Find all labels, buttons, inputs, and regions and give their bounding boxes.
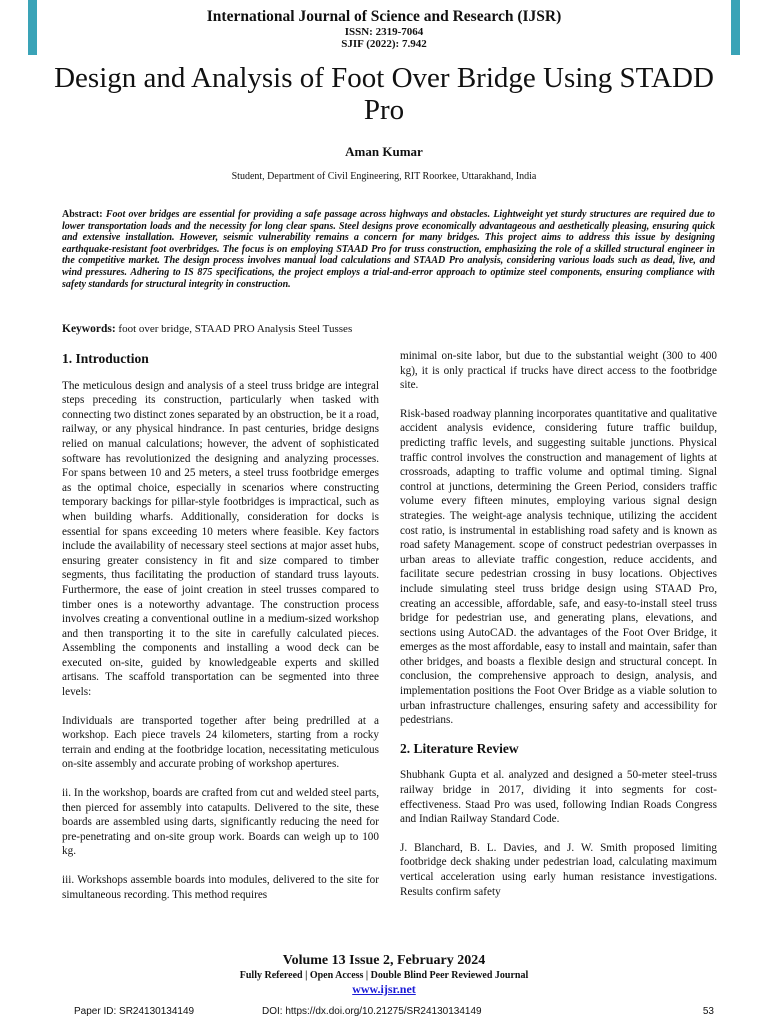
paragraph: minimal on-site labor, but due to the substantial weight (300 to 400 kg), it is only practical if trucks have direct access to the footbridge site. — [400, 350, 717, 392]
keywords — [62, 323, 715, 335]
author-name: Aman Kumar — [345, 144, 423, 159]
refereed-note: Fully Refereed | Open Access | Double Blind Peer Reviewed Journal — [239, 970, 529, 981]
left-column — [62, 350, 379, 916]
volume-issue: Volume 13 Issue 2, February 2024 — [282, 953, 486, 968]
abstract — [62, 209, 715, 290]
paragraph: Individuals are transported together after being predrilled at a workshop. Each piece travels 24 kilometers, starting from a rocky terrain and ending at the footbridge location, necessitating meticulous on-site assembly and accurate probing of workshop apertures. — [62, 714, 379, 771]
keywords-label: Keywords: — [62, 323, 116, 335]
page-number: 53 — [702, 1006, 714, 1017]
journal-header — [0, 8, 768, 50]
paragraph: J. Blanchard, B. L. Davies, and J. W. Smith proposed limiting footbridge deck shaking under pedestrian load, calculating maximum vertical acceleration using early human resistance investigations. Results confirm safety — [400, 841, 717, 898]
keywords-text: foot over bridge, STAAD PRO Analysis Steel Tusses — [118, 323, 353, 335]
journal-name: International Journal of Science and Research (IJSR) — [206, 8, 562, 25]
paragraph: The meticulous design and analysis of a steel truss bridge are integral steps preceding its construction, particularly when tasked with connecting two distinct zones separated by an obstruction, be it a road, railway, or any physical hindrance. In past centuries, bridge designs relied on manual calculations; however, the advent of sophisticated software has revolutionized the designing and analyzing processes. For spans between 10 and 25 meters, a steel truss footbridge emerges as the optimal choice, especially in scenarios where constructing temporary backings for pillar-style footbridges is impractical, such as when building wharfs. Additionally, consideration for docks is essential for spans exceeding 10 meters where feasible. Key factors include the availability of necessary steel sections at major asset hubs, ensuring greater consistency in fit and size compared to timber segments, thus facilitating the production of standard truss layouts. Furthermore, the ease of joint creation in steel trusses compared to timber ones is a noteworthy advantage. The construction process involves creating a conventional outline in a medium-sized workshop and then transporting it to the site in carefully calculated pieces. Assembling the components and installing a wood deck can be executed on-site, guided by knowledgeable experts and skilled artisans. The scaffold transportation can be segmented into three levels: — [62, 379, 379, 699]
journal-footer — [0, 952, 768, 996]
journal-link[interactable]: www.ijsr.net — [352, 982, 416, 996]
paragraph: Shubhank Gupta et al. analyzed and designed a 50-meter steel-truss railway bridge in 2017, dividing it into segments for cost-effectiveness. Staad Pro was used, following Indian Roads Congress and Indian Railway Standard Code. — [400, 769, 717, 826]
paragraph: Risk-based roadway planning incorporates quantitative and qualitative accident analysis evidence, considering future traffic buildup, predicting traffic levels, and suggesting suitable junctions. Physical traffic control involves the construction and management of lights at crossroads, adapting to traffic volume and optimal timing. Signal control at junctions, determining the Green Period, considers traffic volume every fifteen minutes, employing various signal design strategies. The weight-age analysis technique, utilizing the accident cost ratio, is instrumental in establishing road safety and is known as road safety Management. scope of construct pedestrian overpasses in urban areas to alleviate traffic congestion, reduce accidents, and facilitate secure pedestrian crossing in busy locations. Objectives include simulating steel truss bridge design using STAAD Pro, creating an accessible, affordable, safe, and easy-to-install steel truss bridge for pedestrian use, and generating plans, elevations, and sections using AutoCAD. the advantages of the Foot Over Bridge, it emerges as the most affordable, easy to install and maintain, safer than other bridges, and boasts a flexible design and structural concept. In conclusion, the comprehensive approach to design, analysis, and implementation positions the Foot Over Bridge as a viable solution to urban infrastructure challenges, ensuring safety and accessibility for pedestrians. — [400, 407, 717, 727]
issn: ISSN: 2319-7064 — [344, 26, 424, 38]
abstract-text: Foot over bridges are essential for providing a safe passage across highways and obstacles. Lightweight yet sturdy structures are required due to lower transportation loads and the necessity for long clear spans. Steel designs prove economically advantageous and aesthetically pleasing, ensuring quick and extensive installation. However, seismic vulnerability remains a concern for many bridges. This project aims to address this issue by designing earthquake-resistant foot overbridges. The focus is on employing STAAD Pro for truss construction, emphasizing the role of a skilled structural engineer in the competitive market. The design process involves manual load calculations and STAAD Pro analysis, considering various loads such as dead, live, and wind pressures. Adhering to IS 875 specifications, the project employs a trial-and-error approach to optimize steel components, ensuring compliance with safety standards for structural integrity in construction. — [62, 209, 716, 290]
paper-id: Paper ID: SR24130134149 — [74, 1006, 195, 1017]
author-affiliation: Student, Department of Civil Engineering, RIT Roorkee, Uttarakhand, India — [231, 171, 537, 182]
paper-title: Design and Analysis of Foot Over Bridge Using STADD Pro — [54, 62, 714, 126]
doi: DOI: https://dx.doi.org/10.21275/SR24130134149 — [262, 1006, 482, 1017]
section-heading-introduction: 1. Introduction — [62, 351, 149, 366]
paragraph: ii. In the workshop, boards are crafted from cut and welded steel parts, then pierced for assembly into catapults. Delivered to the site, these boards are assembled using darts, significantly reducing the need for pre-penetrating and on-site group work. Boards can weigh up to 100 kg. — [62, 787, 379, 858]
sjif: SJIF (2022): 7.942 — [341, 38, 427, 50]
paragraph: iii. Workshops assemble boards into modules, delivered to the site for simultaneous recording. This method requires — [62, 874, 379, 901]
section-heading-literature-review: 2. Literature Review — [400, 740, 519, 756]
right-column — [400, 349, 717, 913]
abstract-label: Abstract: — [62, 209, 103, 220]
